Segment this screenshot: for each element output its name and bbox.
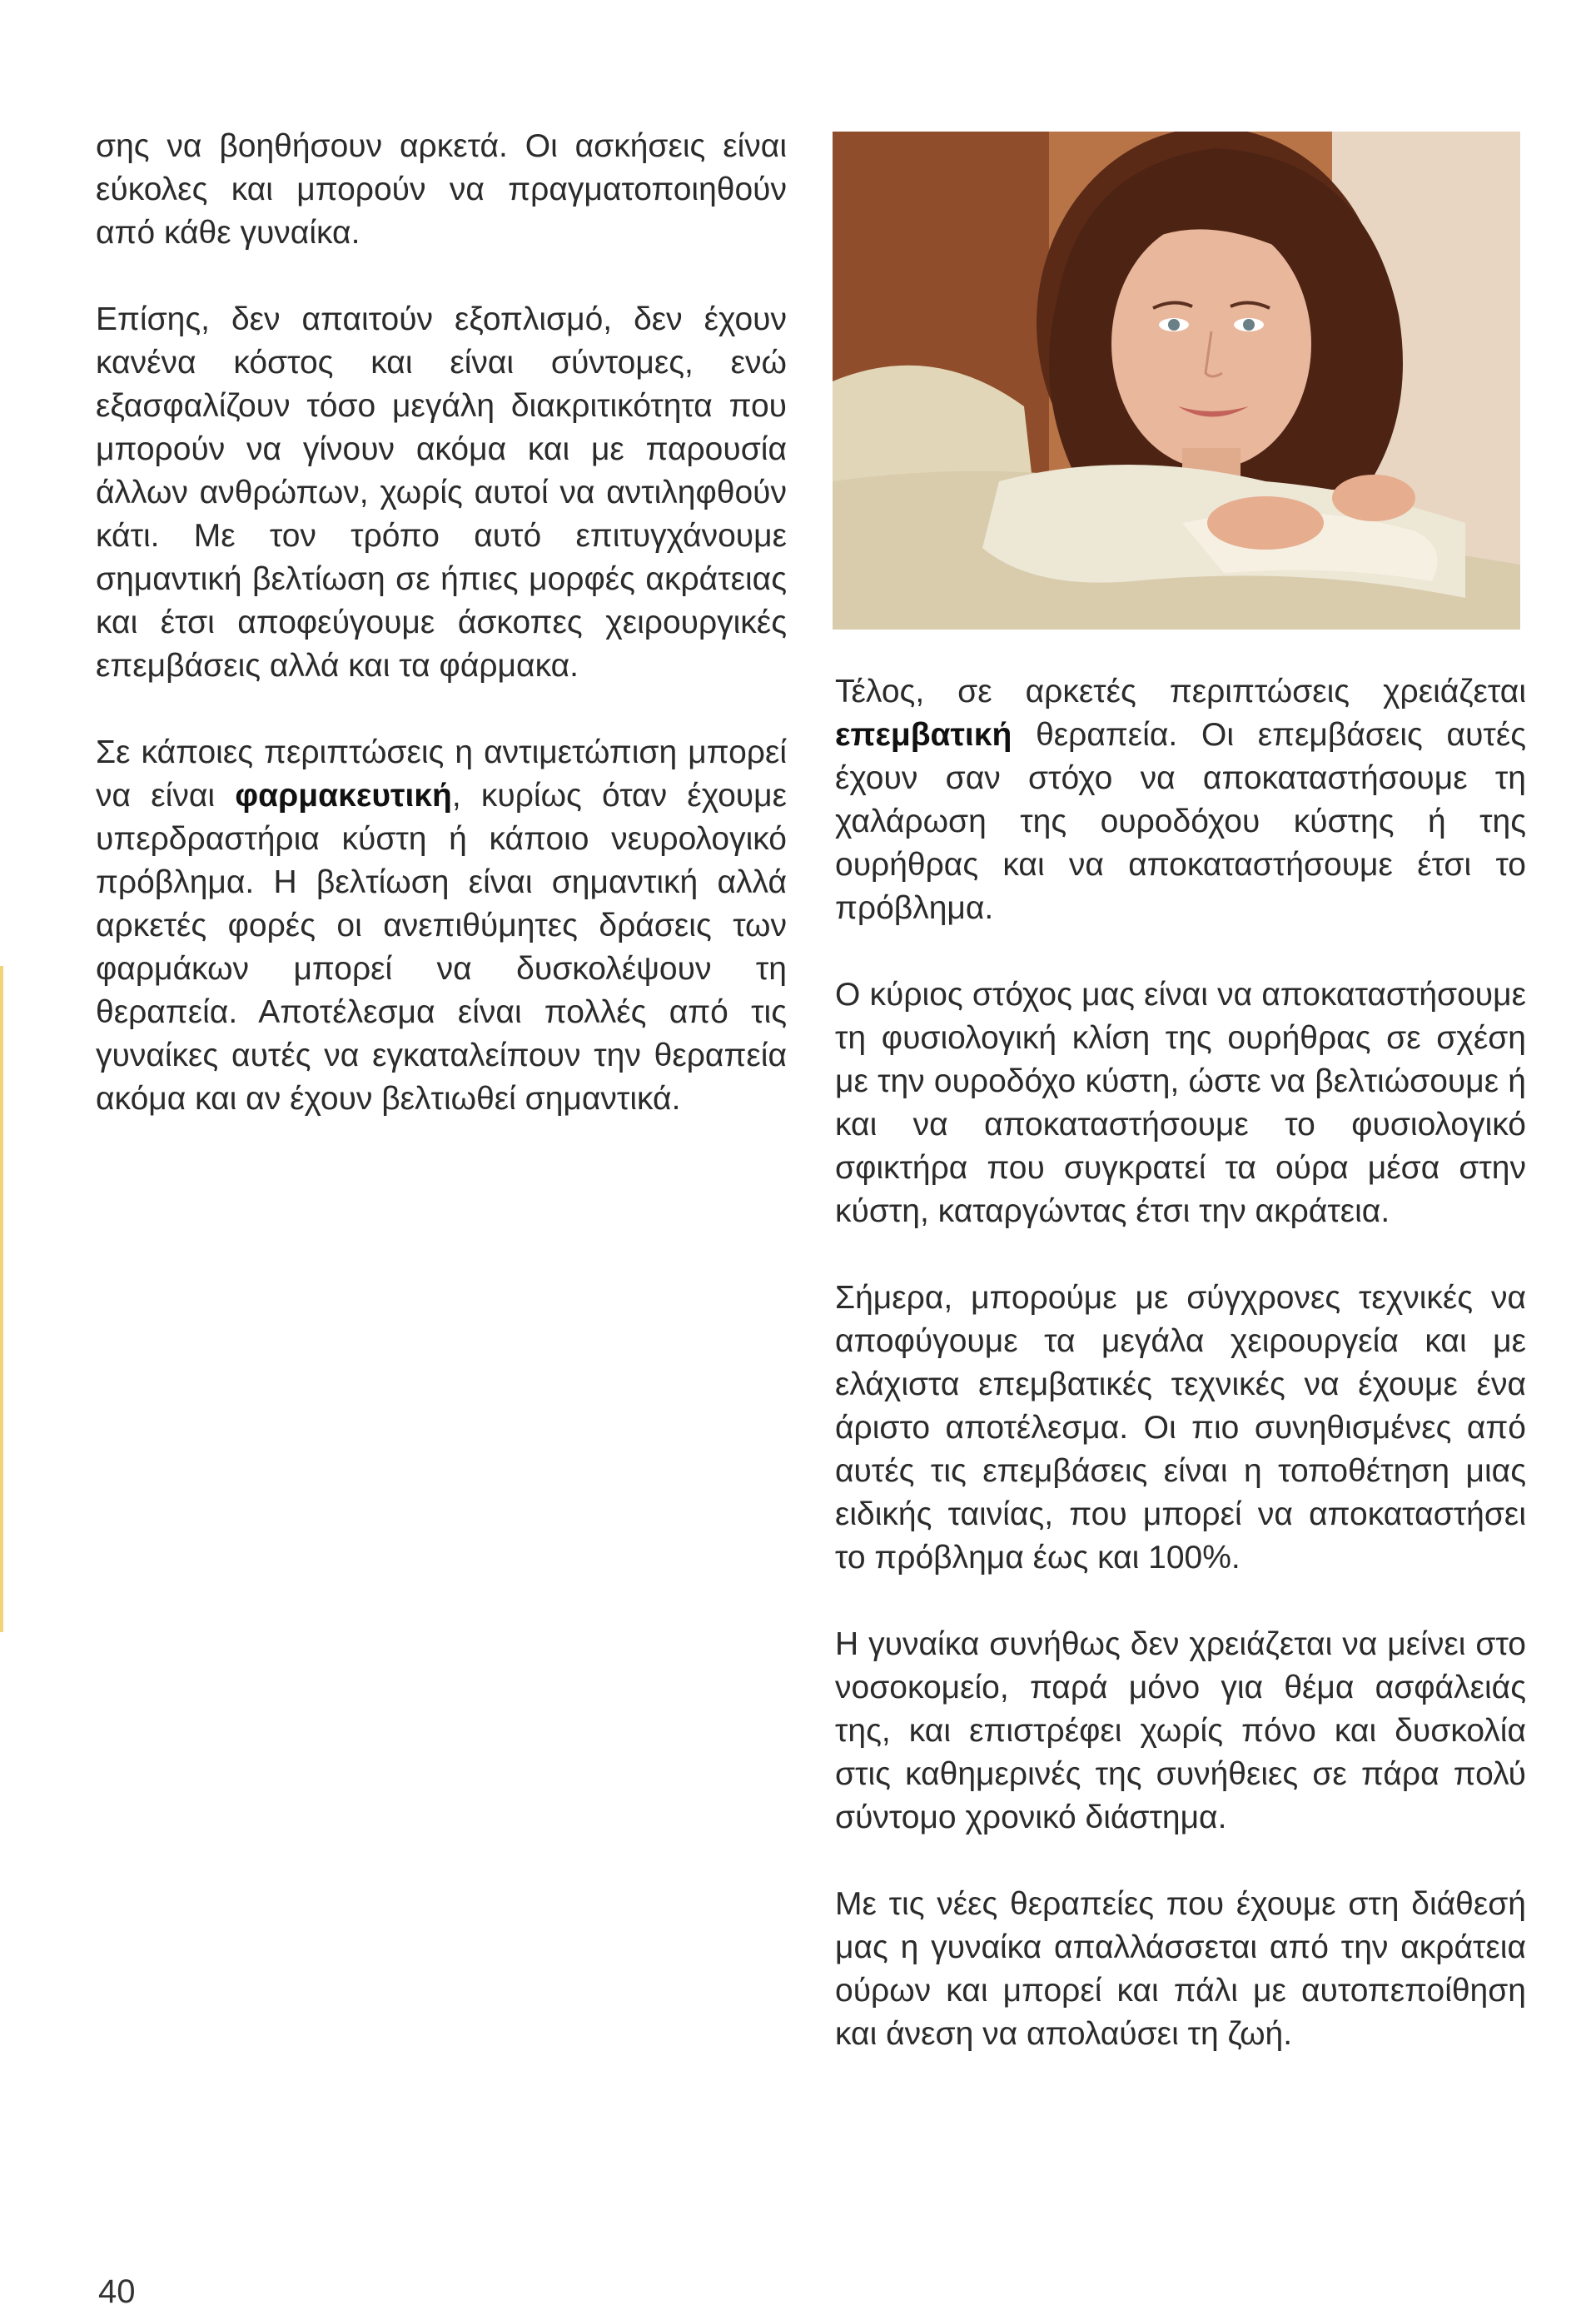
paragraph-1: σης να βοηθήσουν αρκετά. Οι ασκήσεις είναι εύκολες και μπορούν να πραγματοποιηθούν από κάθε γυναίκα. — [96, 128, 787, 251]
page-number: 40 — [98, 2273, 136, 2310]
bold-term-invasive: επεμβατική — [835, 717, 1012, 753]
paragraph-3-start: Σε κάποιες περιπτώσεις η αντιμετώπιση μπορεί να είναι — [96, 734, 787, 814]
paragraph-8: Με τις νέες θεραπείες που έχουμε στη διάθεσή μας η γυναίκα απαλλάσσεται από την ακράτεια ούρων και μπορεί και πάλι με αυτοπεποίθηση και άνεση να απολαύσει τη ζωή. — [835, 1886, 1526, 2052]
paragraph-2: Επίσης, δεν απαιτούν εξοπλισμό, δεν έχουν κανένα κόστος και είναι σύντομες, ενώ εξασφαλίζουν τόσο μεγάλη διακριτικότητα που μπορούν να γίνουν ακόμα και με παρουσία άλλων ανθρώπων, χωρίς αυτοί να αντιληφθούν κάτι. Με τον τρόπο αυτό επιτυγχάνουμε σημαντική βελτίωση σε ήπιες μορφές ακράτειας και έτσι αποφεύγουμε άσκοπες χειρουργικές επεμβάσεις αλλά και τα φάρμακα. — [96, 301, 787, 684]
paragraph-5: Ο κύριος στόχος μας είναι να αποκαταστήσουμε τη φυσιολογική κλίση της ουρήθρας σε σχέση με την ουροδόχο κύστη, ώστε να βελτιώσουμε ή και να αποκαταστήσουμε το φυσιολογικό σφικτήρα που συγκρατεί τα ούρα μέσα στην κύστη, καταργώντας έτσι την ακράτεια. — [835, 977, 1526, 1229]
woman-portrait-photo — [833, 132, 1520, 630]
paragraph-4-start: Τέλος, σε αρκετές περιπτώσεις χρειάζεται — [835, 674, 1526, 709]
paragraph-4-end: θεραπεία. Οι επεμβάσεις αυτές έχουν σαν στόχο να αποκαταστήσουμε τη χαλάρωση της ουροδόχου κύστης ή της ουρήθρας και να αποκαταστήσουμε έτσι το πρόβλημα. — [835, 717, 1526, 926]
paragraph-3-end: , κυρίως όταν έχουμε υπερδραστήρια κύστη ή κάποιο νευρολογικό πρόβλημα. Η βελτίωση είναι σημαντική αλλά αρκετές φορές οι ανεπιθύμητες δράσεις των φαρμάκων μπορεί να δυσκολέψουν τη θεραπεία. Αποτέλεσμα είναι πολλές από τις γυναίκες αυτές να εγκαταλείπουν την θεραπεία ακόμα και αν έχουν βελτιωθεί σημαντικά. — [96, 778, 787, 1117]
paragraph-4 — [835, 670, 1526, 930]
right-text-column — [835, 670, 1526, 2056]
paragraph-7: Η γυναίκα συνήθως δεν χρειάζεται να μείνει στο νοσοκομείο, παρά μόνο για θέμα ασφάλειάς της, και επιστρέφει χωρίς πόνο και δυσκολία στις καθημερινές της συνήθειες σε πάρα πολύ σύντομο χρονικό διάστημα. — [835, 1626, 1526, 1835]
paragraph-3 — [96, 731, 787, 1121]
bold-term-pharmaceutical: φαρμακευτική — [235, 778, 452, 814]
edge-decoration — [0, 966, 3, 1632]
left-text-column — [96, 125, 787, 1121]
paragraph-6: Σήμερα, μπορούμε με σύγχρονες τεχνικές να αποφύγουμε τα μεγάλα χειρουργεία και με ελάχιστα επεμβατικές τεχνικές να έχουμε ένα άριστο αποτέλεσμα. Οι πιο συνηθισμένες από αυτές τις επεμβάσεις είναι η τοποθέτηση μιας ειδικής ταινίας, που μπορεί να αποκαταστήσει το πρόβλημα έως και 100%. — [835, 1280, 1526, 1576]
